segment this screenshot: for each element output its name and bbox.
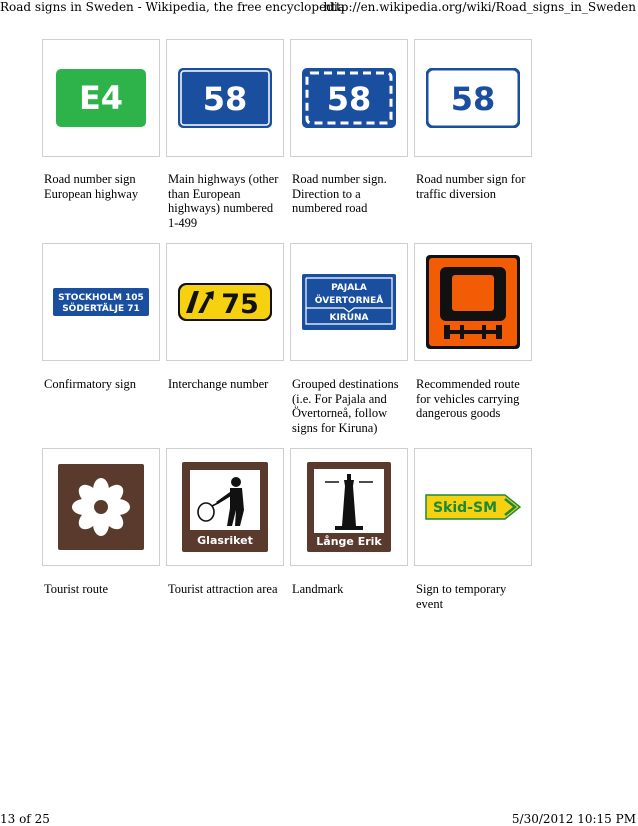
- caption-tourist-route: Tourist route: [44, 582, 109, 596]
- sign-58-main-cell: [166, 39, 284, 157]
- diversion-sign-text: 58: [450, 80, 496, 118]
- caption-dangerous-goods: Recommended route for vehicles carrying dangerous goods: [416, 377, 520, 420]
- e4-sign-text: E4: [78, 79, 124, 117]
- tourist-area-sign-text: Glasriket: [197, 534, 253, 547]
- grouped-destinations-graphic: [302, 274, 396, 330]
- caption-grouped-destinations: Grouped destinations (i.e. For Pajala and Övertorneå, follow signs for Kiruna): [292, 377, 399, 435]
- sign-tourist-area-cell: [166, 448, 284, 566]
- page-header-url: http://en.wikipedia.org/wiki/Road_signs_in_Sweden: [323, 0, 636, 14]
- sign-e4-cell: [42, 39, 160, 157]
- main-highway-sign-text: 58: [202, 80, 248, 118]
- sign-interchange-cell: [166, 243, 284, 361]
- interchange-sign-text: 75: [221, 289, 259, 320]
- diversion-sign-graphic: [426, 68, 520, 128]
- page-footer-page-number: 13 of 25: [0, 812, 50, 826]
- sign-temporary-event-cell: [414, 448, 532, 566]
- flower-icon: [54, 460, 148, 554]
- dangerous-goods-truck-icon: [426, 255, 520, 349]
- landmark-sign-graphic: [305, 460, 393, 554]
- tourist-area-sign-graphic: [180, 460, 270, 554]
- caption-temporary-event: Sign to temporary event: [416, 582, 507, 611]
- caption-direction-numbered-road: Road number sign. Direction to a numbered road: [292, 172, 387, 215]
- landmark-sign-text: Långe Erik: [316, 535, 382, 548]
- sign-confirmatory-cell: [42, 243, 160, 361]
- confirmatory-sign-graphic: [53, 288, 149, 316]
- caption-confirmatory: Confirmatory sign: [44, 377, 137, 391]
- confirmatory-line-1: STOCKHOLM 105: [58, 293, 144, 303]
- main-highway-sign-graphic: [178, 68, 272, 128]
- interchange-sign-graphic: [178, 283, 272, 321]
- sign-dangerous-goods-cell: [414, 243, 532, 361]
- page-header-title: Road signs in Sweden - Wikipedia, the free encyclopedia: [0, 0, 345, 14]
- e4-sign-graphic: [56, 69, 146, 127]
- caption-interchange: Interchange number: [168, 377, 269, 391]
- grouped-line-3: KIRUNA: [329, 313, 369, 323]
- caption-landmark: Landmark: [292, 582, 344, 596]
- sign-tourist-route-cell: [42, 448, 160, 566]
- confirmatory-line-2: SÖDERTÄLJE 71: [62, 304, 140, 314]
- direction-sign-text: 58: [326, 80, 372, 118]
- grouped-line-2: ÖVERTORNEÅ: [314, 296, 384, 306]
- temporary-event-sign-graphic: [425, 494, 521, 520]
- grouped-line-1: PAJALA: [331, 283, 367, 293]
- caption-traffic-diversion: Road number sign for traffic diversion: [416, 172, 526, 201]
- direction-sign-graphic: [302, 68, 396, 128]
- sign-landmark-cell: [290, 448, 408, 566]
- sign-grouped-cell: [290, 243, 408, 361]
- page-footer-datetime: 5/30/2012 10:15 PM: [511, 812, 636, 826]
- caption-main-highway: Main highways (other than European highways) numbered 1-499: [168, 172, 279, 230]
- caption-tourist-attraction-area: Tourist attraction area: [168, 582, 278, 596]
- temporary-event-sign-text: Skid-SM: [432, 500, 498, 516]
- sign-58-diversion-cell: [414, 39, 532, 157]
- sign-58-direction-cell: [290, 39, 408, 157]
- caption-european-highway: Road number sign European highway: [44, 172, 139, 201]
